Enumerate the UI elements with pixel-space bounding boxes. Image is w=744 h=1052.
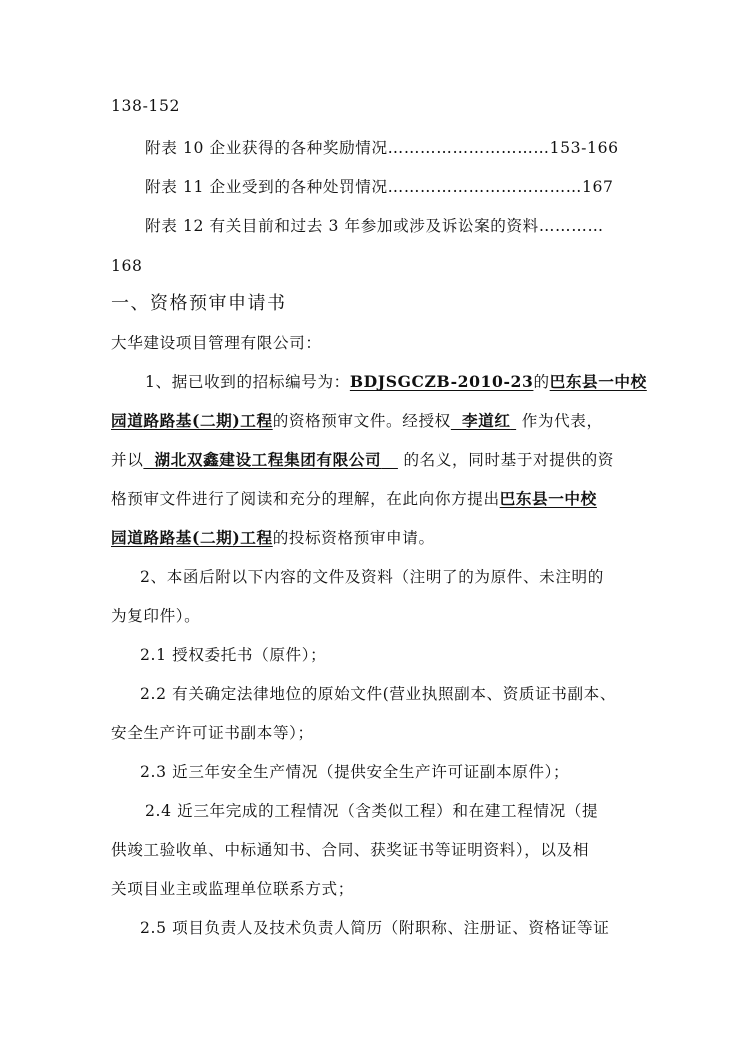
item-2-3: 2.3 近三年安全生产情况（提供安全生产许可证副本原件）； [140, 763, 570, 781]
company-field [143, 451, 398, 469]
project-name-repeat-part2: 园道路路基(二期)工程 [111, 528, 273, 547]
para1-intro-text: 1、据已收到的招标编号为： [145, 373, 350, 391]
project-name-repeat-part1: 巴东县一中校 [499, 489, 597, 508]
item-2-5: 2.5 项目负责人及技术负责人简历（附职称、注册证、资格证等证 [140, 919, 610, 937]
para1-line2 [111, 411, 603, 431]
para1-closing-text: 的投标资格预审申请。 [272, 529, 435, 547]
representative-field [451, 412, 516, 430]
company-name: 湖北双鑫建设工程集团有限公司 [154, 450, 382, 469]
item-2-1: 2.1 授权委托书（原件）； [140, 646, 327, 664]
para1-connector: 的 [533, 373, 550, 391]
para1-auth-text: 的资格预审文件。经授权 [272, 412, 451, 430]
item-2-2-line2: 安全生产许可证书副本等）； [111, 724, 314, 742]
representative-name: 李道红 [461, 411, 511, 430]
page-range-fragment: 138-152 [111, 97, 180, 115]
para1-name-text: 的名义，同时基于对提供的资 [403, 451, 614, 469]
item-2-4-line1: 2.4 近三年完成的工程情况（含类似工程）和在建工程情况（提 [145, 802, 599, 820]
project-name-part2: 园道路路基(二期)工程 [111, 411, 273, 430]
para2-line1: 2、本函后附以下内容的文件及资料（注明了的为原件、未注明的 [140, 568, 604, 586]
para1-review-text: 格预审文件进行了阅读和充分的理解，在此向你方提出 [111, 490, 500, 508]
para1-rep-text: 作为代表， [521, 412, 603, 430]
section-heading: 一、资格预审申请书 [111, 293, 287, 314]
appendix-item-10: 附表 10 企业获得的各种奖励情况…………………………153-166 [145, 139, 619, 157]
item-2-2-line1: 2.2 有关确定法律地位的原始文件(营业执照副本、资质证书副本、 [140, 685, 617, 703]
item-2-4-line3: 关项目业主或监理单位联系方式； [111, 880, 354, 898]
para2-line2: 为复印件）。 [111, 607, 201, 625]
para1-line1 [145, 372, 647, 392]
addressee: 大华建设项目管理有限公司： [111, 334, 322, 352]
appendix-item-12: 附表 12 有关目前和过去 3 年参加或涉及诉讼案的资料………… [145, 217, 604, 235]
para1-line4 [111, 489, 597, 509]
para1-line3 [111, 450, 614, 470]
project-name-part1: 巴东县一中校 [549, 372, 647, 391]
appendix-item-11: 附表 11 企业受到的各种处罚情况………………………………167 [145, 178, 614, 196]
bid-number: BDJSGCZB-2010-23 [349, 372, 534, 391]
item-2-4-line2: 供竣工验收单、中标通知书、合同、获奖证书等证明资料），以及相 [111, 841, 590, 859]
page-number-fragment: 168 [111, 257, 143, 275]
para1-line5 [111, 528, 435, 548]
para1-with-text: 并以 [111, 451, 144, 469]
